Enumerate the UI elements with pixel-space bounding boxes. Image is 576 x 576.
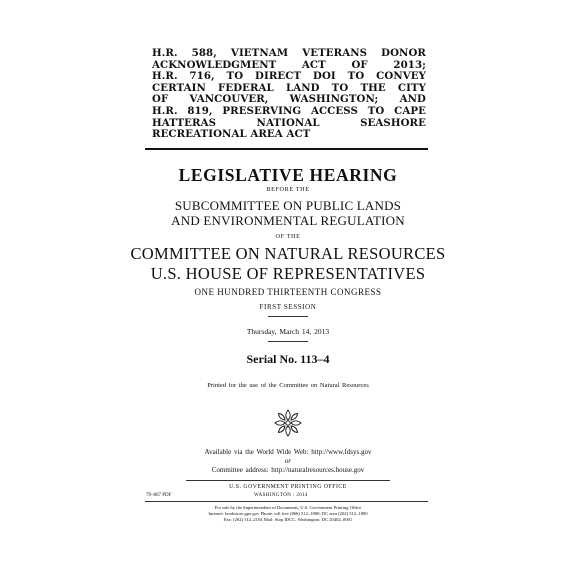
sales-info-line: Fax: (202) 512–2104 Mail: Stop IDCC, Washington, DC 20402–0001 xyxy=(223,517,353,522)
committee-line-1: COMMITTEE ON NATURAL RESOURCES xyxy=(130,244,446,263)
serial-number: Serial No. 113–4 xyxy=(246,352,330,366)
or-label: or xyxy=(284,457,292,465)
title-line: HATTERAS NATIONAL SEASHORE xyxy=(152,117,426,129)
fdsys-availability: Available via the World Wide Web: http://www.fdsys.gov xyxy=(204,448,372,456)
title-line: CERTAIN FEDERAL LAND TO THE CITY xyxy=(152,82,426,94)
sales-info-line: For sale by the Superintendent of Documents, U.S. Government Printing Office xyxy=(214,505,362,510)
gpo-seal-icon xyxy=(272,407,304,439)
subcommittee-line-2: AND ENVIRONMENTAL REGULATION xyxy=(171,213,405,228)
title-line: H.R. 819, PRESERVING ACCESS TO CAPE xyxy=(152,105,426,117)
title-divider xyxy=(145,148,428,150)
title-line: ACKNOWLEDGMENT ACT OF 2013; xyxy=(152,59,426,71)
gpo-label: U.S. GOVERNMENT PRINTING OFFICE xyxy=(229,484,347,490)
subcommittee-line-1: SUBCOMMITTEE ON PUBLIC LANDS xyxy=(174,198,402,213)
bill-title xyxy=(152,48,426,141)
title-line: H.R. 716, TO DIRECT DOI TO CONVEY xyxy=(152,71,426,83)
title-line: RECREATIONAL AREA ACT xyxy=(152,129,311,141)
title-line: OF VANCOUVER, WASHINGTON; AND xyxy=(152,94,426,106)
of-the-label: OF THE xyxy=(275,233,301,240)
hearing-heading: LEGISLATIVE HEARING xyxy=(178,165,398,185)
committee-address: Committee address: http://naturalresources.house.gov xyxy=(211,466,365,474)
document-number: 79–867 PDF xyxy=(146,493,172,498)
date-divider xyxy=(268,341,308,342)
sales-info-line: Internet: bookstore.gpo.gov Phone: toll free (866) 512–1800; DC area (202) 512–1800 xyxy=(208,511,368,516)
gpo-divider-top xyxy=(186,480,390,481)
session-divider xyxy=(268,316,308,317)
printed-for-note: Printed for the use of the Committee on Natural Resources xyxy=(207,382,369,389)
session-label: FIRST SESSION xyxy=(259,303,317,311)
hearing-date: Thursday, March 14, 2013 xyxy=(246,327,330,336)
place-and-year: WASHINGTON : 2014 xyxy=(254,493,308,498)
committee-line-2: U.S. HOUSE OF REPRESENTATIVES xyxy=(150,264,426,283)
title-line: H.R. 588, VIETNAM VETERANS DONOR xyxy=(152,48,426,59)
footer-divider xyxy=(145,501,428,502)
before-the-label: BEFORE THE xyxy=(266,186,310,193)
congress-label: ONE HUNDRED THIRTEENTH CONGRESS xyxy=(194,287,382,297)
